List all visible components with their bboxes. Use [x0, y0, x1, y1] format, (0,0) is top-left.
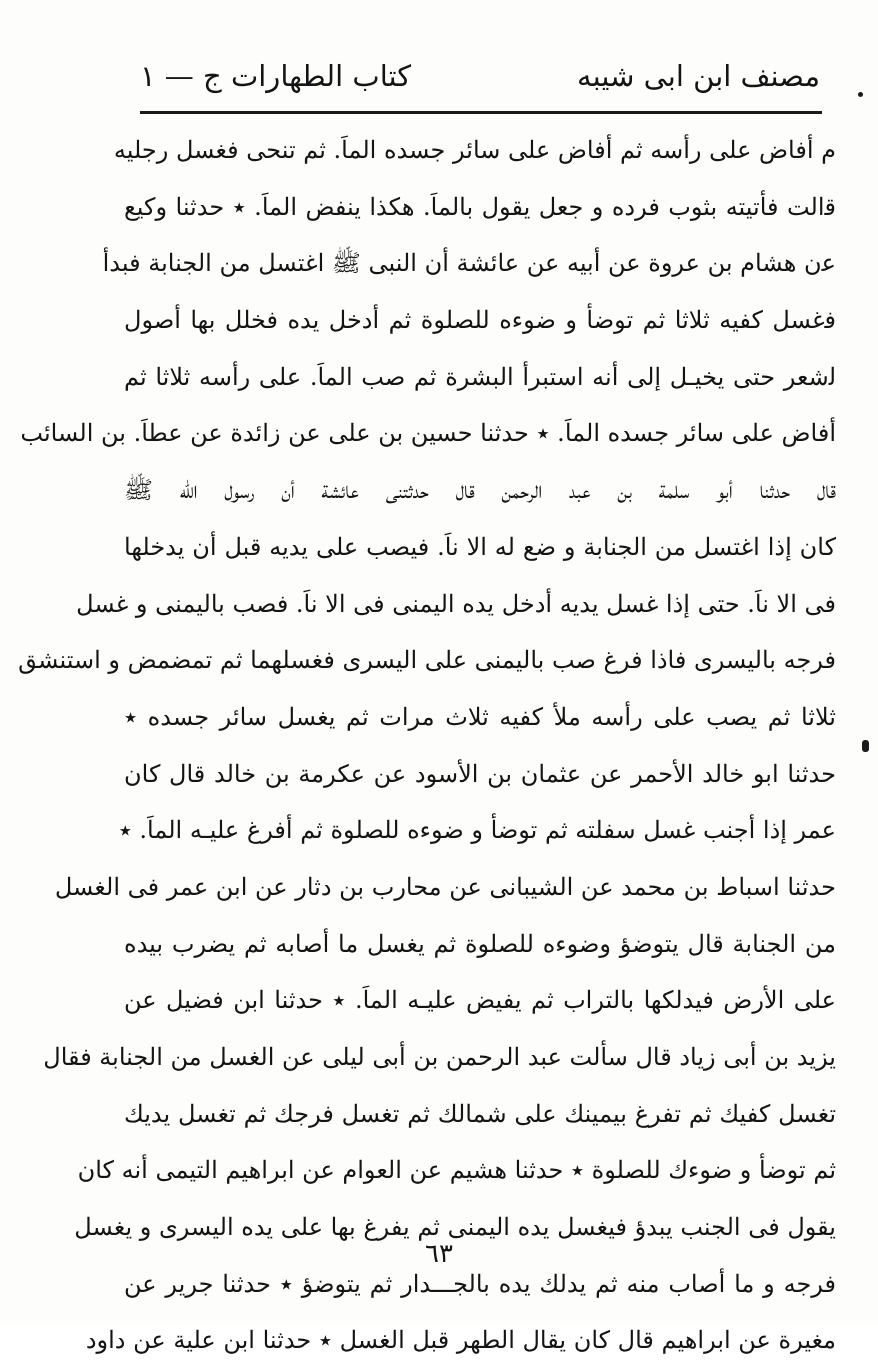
text-line: كان إذا اغتسل من الجنابة و ضع له الا ناَ. فيصب على يديه قبل أن يدخلها	[124, 532, 836, 561]
text-line: ﻡ أفاض على رأسه ثم أفاض على سائر جسده الماَ. ثم تنحى فغسل رجليه	[113, 136, 836, 164]
text-line: ثم توضأ و ضوءك للصلوة ٭ حدثنا هشيم عن العوام عن ابراهيم التيمى أنه كان	[77, 1156, 836, 1185]
text-line: فرجه و ما أصاب منه ثم يدلك يده بالجـــدار ثم يتوضؤ ٭ حدثنا جرير عن	[124, 1269, 836, 1298]
text-line: ﻓغسل كفيه ثلاثا ثم توضأ و ضوءه للصلوة ثم أدخل يده فخلل بها أصول	[124, 306, 836, 335]
text-line: ﻋن هشام بن عروة عن أبيه عن عائشة أن النبى ﷺ اغتسل من الجنابة فبدأ	[102, 249, 836, 278]
text-line: ﻗالت فأتيته بثوب فرده و جعل يقول بالماَ. هكذا ينفض الماَ. ٭ حدثنا وكيع	[124, 192, 836, 221]
text-line: ثلاثا ثم يصب على رأسه ملأ كفيه ثلاث مرات ثم يغسل سائر جسده ٭	[124, 702, 836, 731]
scan-speck	[862, 740, 869, 752]
header-book-title: مصنف ابن ابى شيبه	[577, 59, 820, 93]
body-text	[18, 122, 837, 1369]
text-line: يزيد بن أبى زياد قال سألت عبد الرحمن بن أبى ليلى عن الغسل من الجنابة فقال	[43, 1043, 836, 1071]
header-rule	[140, 111, 822, 114]
text-line: على الأرض فيدلكها بالتراب ثم يفيض عليـه الماَ. ٭ حدثنا ابن فضيل عن	[124, 986, 836, 1015]
running-header	[140, 52, 820, 100]
text-line: فى الا ناَ. حتى إذا غسل يديه أدخل يده اليمنى فى الا ناَ. فصب باليمنى و غسل	[76, 589, 836, 618]
text-line: تغسل كفيك ثم تفرغ بيمينك على شمالك ثم تغسل فرجك ثم تغسل يديك	[124, 1099, 836, 1128]
text-line: أفاض على سائر جسده الماَ. ٭ حدثنا حسين بن على عن زائدة عن عطاَ. بن السائب	[20, 419, 836, 448]
text-line: حدثنا اسباط بن محمد عن الشيبانى عن محارب بن دثار عن ابن عمر فى الغسل	[54, 872, 836, 901]
text-line: عمر إذا أجنب غسل سفلته ثم توضأ و ضوءه للصلوة ثم أفرغ عليـه الماَ. ٭	[118, 816, 836, 845]
page-number: ٦٣	[425, 1239, 453, 1269]
text-line: فرجه باليسرى فاذا فرغ صب باليمنى على اليسرى فغسلهما ثم تمضمض و استنشق	[18, 646, 836, 675]
text-line: من الجنابة قال يتوضؤ وضوءه للصلوة ثم يغسل ما أصابه ثم يضرب بيده	[124, 929, 836, 958]
header-chapter: كتاب الطهارات ج — ١	[140, 59, 412, 93]
text-line: مغيرة عن ابراهيم قال كان يقال الطهر قبل الغسل ٭ حدثنا ابن علية عن داود	[85, 1326, 836, 1355]
text-line: يقول فى الجنب يبدؤ فيغسل يده اليمنى ثم يفرغ بها على يده اليسرى و يغسل	[74, 1213, 836, 1242]
scan-speck	[858, 92, 863, 97]
text-line: حدثنا ابو خالد الأحمر عن عثمان بن الأسود عن عكرمة بن خالد قال كان	[124, 759, 836, 788]
text-line: ﻟشعر حتى يخيـل إلى أنه استبرأ البشرة ثم صب الماَ. على رأسه ثلاثا ثم	[124, 362, 837, 391]
text-line: قال حدثنا أبو سلمة بن عبد الرحمن قال حدثتنى عائشة أن رسول الله ﷺ	[124, 476, 836, 505]
